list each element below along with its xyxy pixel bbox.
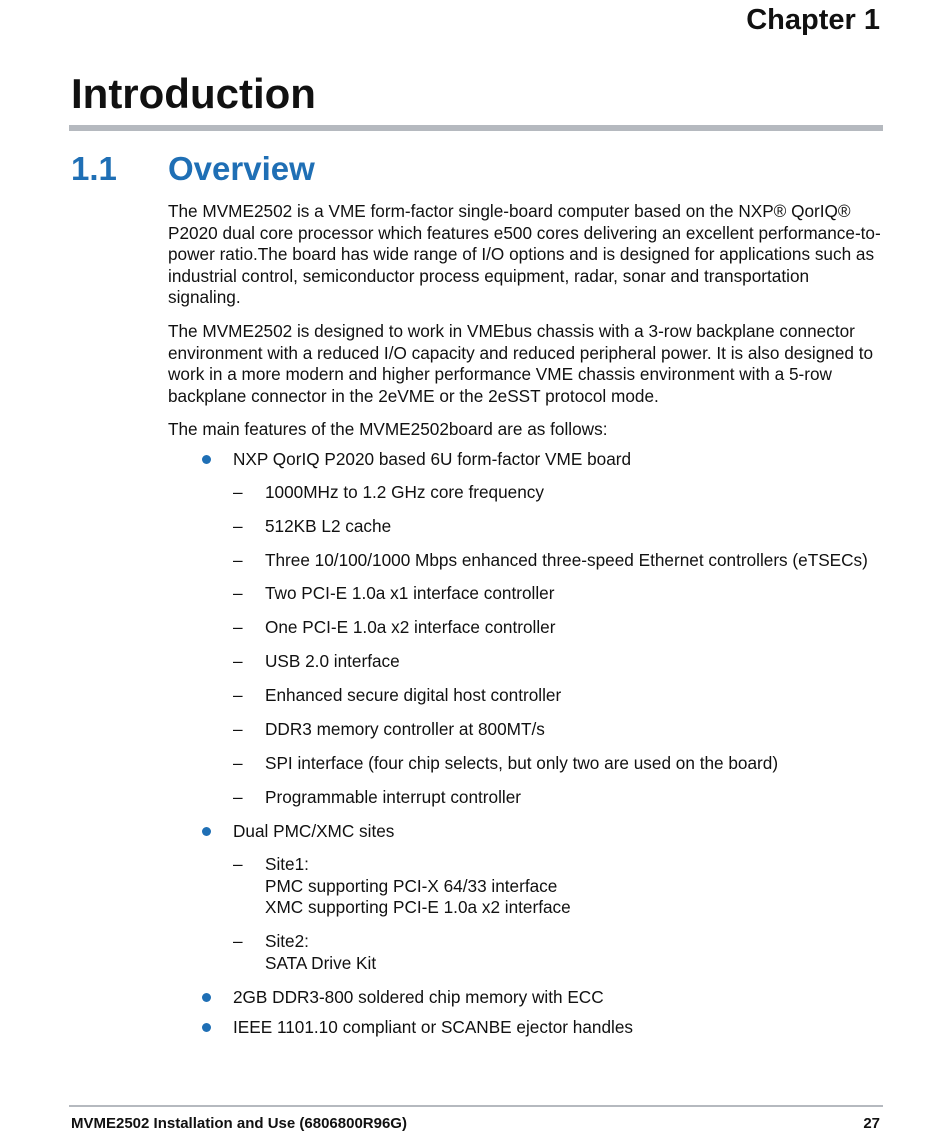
feature-item bbox=[168, 821, 884, 974]
feature-subitem-text: Site2: bbox=[265, 931, 309, 952]
feature-subitem-text: SPI interface (four chip selects, but only two are used on the board) bbox=[265, 753, 779, 774]
feature-text: IEEE 1101.10 compliant or SCANBE ejector handles bbox=[233, 1017, 633, 1038]
section-title: Overview bbox=[168, 150, 315, 187]
feature-subitem bbox=[233, 651, 884, 673]
feature-text: 2GB DDR3-800 soldered chip memory with ECC bbox=[233, 986, 604, 1007]
bullet-icon bbox=[202, 993, 211, 1002]
dash-marker: – bbox=[233, 853, 243, 874]
feature-text: NXP QorIQ P2020 based 6U form-factor VME board bbox=[233, 448, 632, 469]
feature-item bbox=[168, 1017, 884, 1039]
dash-marker: – bbox=[233, 651, 243, 672]
feature-subitem-text: DDR3 memory controller at 800MT/s bbox=[265, 719, 545, 740]
feature-subitem-text: USB 2.0 interface bbox=[265, 651, 400, 672]
dash-marker: – bbox=[233, 549, 243, 570]
feature-list bbox=[168, 449, 884, 1039]
feature-subitem bbox=[233, 583, 884, 605]
feature-subitem-text: Two PCI-E 1.0a x1 interface controller bbox=[265, 583, 555, 604]
feature-subitem bbox=[233, 617, 884, 639]
title-divider bbox=[69, 125, 883, 131]
dash-marker: – bbox=[233, 931, 243, 952]
feature-subitem bbox=[233, 685, 884, 707]
feature-subitem-text: Site1: bbox=[265, 853, 309, 874]
dash-marker: – bbox=[233, 719, 243, 740]
feature-subitem-text: XMC supporting PCI-E 1.0a x2 interface bbox=[265, 897, 571, 918]
chapter-label: Chapter 1 bbox=[746, 4, 880, 36]
feature-subitem bbox=[233, 753, 884, 775]
paragraph: The MVME2502 is a VME form-factor single-board computer based on the NXP® QorIQ® P2020 dual core processor which features e500 cores delivering an excellent performance-to-power ratio.The board has wide range of I/O options and is designed for applications such as industrial control, semiconductor process equipment, radar, sonar and transportation signaling. bbox=[168, 201, 881, 308]
feature-subitem-text: SATA Drive Kit bbox=[265, 952, 377, 973]
dash-marker: – bbox=[233, 481, 243, 502]
feature-sublist bbox=[233, 482, 884, 809]
bullet-icon bbox=[202, 455, 211, 464]
feature-subitem-text: Three 10/100/1000 Mbps enhanced three-speed Ethernet controllers (eTSECs) bbox=[265, 549, 868, 570]
footer-document-title: MVME2502 Installation and Use (6806800R96G) bbox=[71, 1115, 407, 1132]
feature-subitem bbox=[233, 787, 884, 809]
dash-marker: – bbox=[233, 617, 243, 638]
page-title: Introduction bbox=[71, 70, 316, 117]
dash-marker: – bbox=[233, 515, 243, 536]
feature-subitem-text: Enhanced secure digital host controller bbox=[265, 685, 562, 706]
paragraph: The main features of the MVME2502board are as follows: bbox=[168, 419, 608, 440]
feature-subitem bbox=[233, 719, 884, 741]
feature-subitem-text: 1000MHz to 1.2 GHz core frequency bbox=[265, 481, 544, 502]
feature-subitem-text: 512KB L2 cache bbox=[265, 515, 392, 536]
dash-marker: – bbox=[233, 753, 243, 774]
paragraph: The MVME2502 is designed to work in VMEbus chassis with a 3-row backplane connector environment with a reduced I/O capacity and reduced peripheral power. It is also designed to work in a more modern and higher performance VME chassis environment with a 5-row backplane connector in the 2eVME or the 2eSST protocol mode. bbox=[168, 320, 874, 406]
feature-subitem bbox=[233, 854, 884, 919]
feature-item bbox=[168, 449, 884, 809]
dash-marker: – bbox=[233, 685, 243, 706]
feature-subitem bbox=[233, 550, 884, 572]
footer-divider bbox=[69, 1105, 883, 1107]
feature-text: Dual PMC/XMC sites bbox=[233, 821, 395, 842]
feature-subitem-text: Programmable interrupt controller bbox=[265, 787, 522, 808]
feature-subitem-text: PMC supporting PCI-X 64/33 interface bbox=[265, 875, 558, 896]
feature-sublist bbox=[233, 854, 884, 974]
feature-subitem bbox=[233, 516, 884, 538]
feature-subitem-text: One PCI-E 1.0a x2 interface controller bbox=[265, 617, 556, 638]
dash-marker: – bbox=[233, 787, 243, 808]
feature-item bbox=[168, 987, 884, 1009]
section-number: 1.1 bbox=[71, 150, 117, 187]
feature-subitem bbox=[233, 482, 884, 504]
feature-subitem bbox=[233, 931, 884, 974]
dash-marker: – bbox=[233, 583, 243, 604]
footer-page-number: 27 bbox=[863, 1115, 880, 1132]
bullet-icon bbox=[202, 827, 211, 836]
section-body bbox=[168, 201, 884, 1048]
bullet-icon bbox=[202, 1023, 211, 1032]
